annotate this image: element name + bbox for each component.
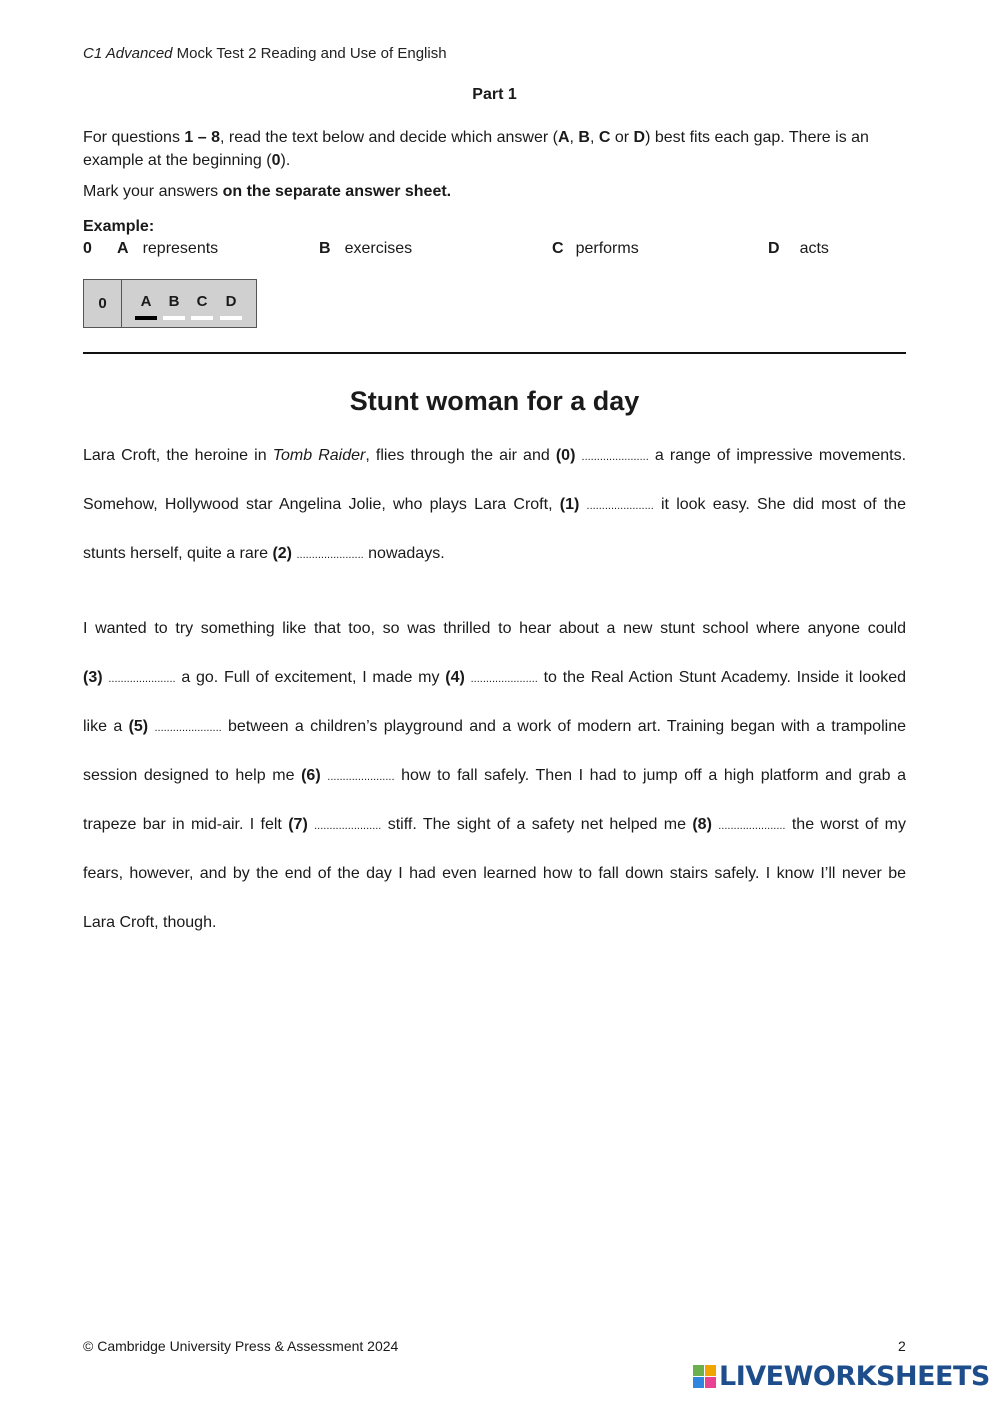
answer-letter-c: C bbox=[196, 293, 208, 310]
example-option-b: B exercises bbox=[319, 240, 413, 257]
gap-0: ...................... bbox=[581, 451, 649, 463]
page-header: C1 Advanced Mock Test 2 Reading and Use of English bbox=[83, 45, 447, 62]
answer-letter-a: A bbox=[140, 293, 152, 310]
gap-1: ...................... bbox=[586, 500, 654, 512]
gap-6: ...................... bbox=[327, 771, 395, 783]
answer-mark-c bbox=[191, 316, 213, 320]
answer-mark-b bbox=[163, 316, 185, 320]
divider bbox=[83, 352, 906, 354]
text-line-3: stunts herself, quite a rare (2) ...................... nowadays. bbox=[83, 545, 445, 562]
answer-mark-d bbox=[220, 316, 242, 320]
answer-box-number: 0 bbox=[84, 280, 122, 327]
gap-8: ...................... bbox=[718, 820, 786, 832]
text-line-8: trapeze bar in mid-air. I felt (7) ...................... stiff. The sight of a safety net helped me (8) ...................... the worst of my bbox=[83, 816, 906, 833]
text-line-6: like a (5) ...................... between a children’s playground and a work of modern art. Training began with a trampoline bbox=[83, 718, 906, 735]
gap-4: ...................... bbox=[470, 673, 538, 685]
answer-mark-a bbox=[135, 316, 157, 320]
text-line-7: session designed to help me (6) ...................... how to fall safely. Then I had to jump off a high platform and grab a bbox=[83, 767, 906, 784]
text-title: Stunt woman for a day bbox=[349, 386, 640, 416]
example-answer-box bbox=[83, 279, 257, 328]
example-option-a: A represents bbox=[117, 240, 219, 257]
copyright: © Cambridge University Press & Assessment 2024 bbox=[83, 1338, 399, 1354]
text-line-4: I wanted to try something like that too, so was thrilled to hear about a new stunt school where anyone could bbox=[83, 620, 906, 637]
example-option-c: C performs bbox=[552, 240, 639, 257]
text-line-5: (3) ...................... a go. Full of excitement, I made my (4) ...................... to the Real Action Stunt Academy. Inside it looked bbox=[83, 669, 907, 686]
example-label: Example: bbox=[83, 218, 155, 235]
text-line-10: Lara Croft, though. bbox=[83, 914, 217, 931]
instructions: For questions 1 – 8, read the text below and decide which answer (A, B, C or D) best fits each gap. There is an example at the beginning (0). bbox=[83, 129, 869, 169]
answer-letter-d: D bbox=[225, 293, 237, 310]
part-title: Part 1 bbox=[472, 86, 517, 103]
example-option-d: D acts bbox=[768, 240, 829, 257]
text-line-2: Somehow, Hollywood star Angelina Jolie, who plays Lara Croft, (1) ...................... it look easy. She did most of the bbox=[83, 496, 906, 513]
gap-5: ...................... bbox=[154, 722, 222, 734]
gap-7: ...................... bbox=[314, 820, 382, 832]
gap-3: ...................... bbox=[108, 673, 176, 685]
text-line-9: fears, however, and by the end of the day I had even learned how to fall down stairs safely. I know I’ll never be bbox=[83, 865, 906, 882]
logo-text: LIVEWORKSHEETS bbox=[719, 1361, 990, 1392]
answer-letter-b: B bbox=[168, 293, 180, 310]
liveworksheets-logo[interactable] bbox=[693, 1361, 990, 1392]
gap-2: ...................... bbox=[296, 549, 364, 561]
example-number: 0 bbox=[83, 240, 92, 257]
text-line-1: Lara Croft, the heroine in Tomb Raider, flies through the air and (0) ...................... a range of impressive movements. bbox=[83, 447, 907, 464]
page-number: 2 bbox=[898, 1338, 906, 1354]
logo-icon bbox=[693, 1365, 716, 1388]
answer-sheet-instruction: Mark your answers on the separate answer sheet. bbox=[83, 183, 452, 200]
